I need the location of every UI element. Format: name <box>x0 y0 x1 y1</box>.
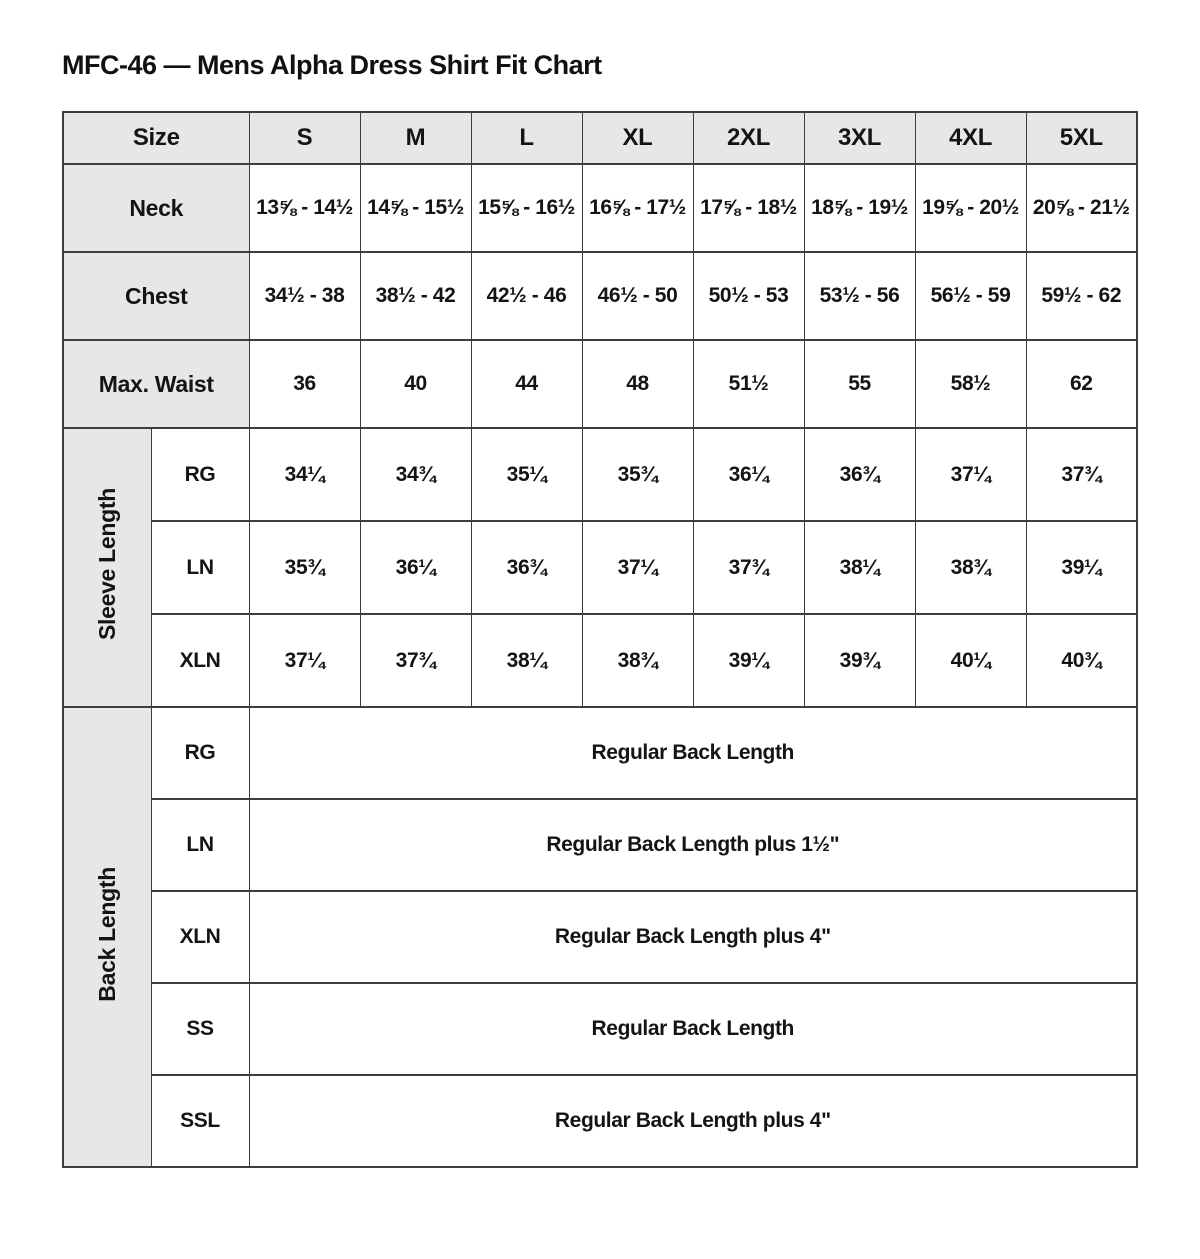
table-cell: 53½ - 56 <box>804 252 915 340</box>
table-cell: 18⅝ - 19½ <box>804 164 915 252</box>
size-header: Size <box>63 112 249 164</box>
table-cell: 36¾ <box>804 428 915 521</box>
section-header-label: Sleeve Length <box>93 488 120 641</box>
table-cell: 20⅝ - 21½ <box>1026 164 1137 252</box>
sleeve-rg-row <box>63 428 1137 521</box>
col-header-s: S <box>249 112 360 164</box>
table-cell: 38¼ <box>804 521 915 614</box>
sub-row-header-ss: SS <box>151 983 249 1075</box>
table-cell: 34½ - 38 <box>249 252 360 340</box>
table-cell: 13⅝ - 14½ <box>249 164 360 252</box>
table-cell: 40¾ <box>1026 614 1137 707</box>
table-cell: 36¼ <box>360 521 471 614</box>
table-cell: 15⅝ - 16½ <box>471 164 582 252</box>
section-header-back-length <box>63 707 151 1167</box>
table-cell: 35¾ <box>249 521 360 614</box>
table-cell: 39¼ <box>1026 521 1137 614</box>
table-cell: 38¼ <box>471 614 582 707</box>
section-header-sleeve-length <box>63 428 151 707</box>
table-cell: 46½ - 50 <box>582 252 693 340</box>
table-cell: 58½ <box>915 340 1026 428</box>
table-cell: 62 <box>1026 340 1137 428</box>
page-title: MFC-46 — Mens Alpha Dress Shirt Fit Chart <box>62 50 602 80</box>
back-length-value: Regular Back Length plus 4" <box>249 891 1137 983</box>
table-cell: 44 <box>471 340 582 428</box>
table-cell: 16⅝ - 17½ <box>582 164 693 252</box>
col-header-5xl: 5XL <box>1026 112 1137 164</box>
table-cell: 38¾ <box>915 521 1026 614</box>
back-ln-row <box>63 799 1137 891</box>
table-cell: 36¾ <box>471 521 582 614</box>
fit-chart-table <box>62 111 1138 1168</box>
table-cell: 39¼ <box>693 614 804 707</box>
table-cell: 38½ - 42 <box>360 252 471 340</box>
row-header-chest: Chest <box>63 252 249 340</box>
back-rg-row <box>63 707 1137 799</box>
table-cell: 37¾ <box>360 614 471 707</box>
col-header-xl: XL <box>582 112 693 164</box>
sub-row-header-ln: LN <box>151 521 249 614</box>
table-cell: 35¼ <box>471 428 582 521</box>
table-cell: 39¾ <box>804 614 915 707</box>
sub-row-header-rg: RG <box>151 428 249 521</box>
table-cell: 37¼ <box>915 428 1026 521</box>
table-cell: 36¼ <box>693 428 804 521</box>
table-cell: 50½ - 53 <box>693 252 804 340</box>
section-header-label: Back Length <box>93 866 120 1002</box>
table-cell: 48 <box>582 340 693 428</box>
table-cell: 40 <box>360 340 471 428</box>
table-cell: 55 <box>804 340 915 428</box>
table-cell: 34¾ <box>360 428 471 521</box>
back-ssl-row <box>63 1075 1137 1167</box>
back-length-value: Regular Back Length <box>249 983 1137 1075</box>
back-length-value: Regular Back Length plus 1½" <box>249 799 1137 891</box>
sub-row-header-xln: XLN <box>151 891 249 983</box>
chest-row <box>63 252 1137 340</box>
sleeve-xln-row <box>63 614 1137 707</box>
neck-row <box>63 164 1137 252</box>
sub-row-header-xln: XLN <box>151 614 249 707</box>
table-cell: 37¾ <box>1026 428 1137 521</box>
back-length-value: Regular Back Length <box>249 707 1137 799</box>
table-cell: 37¼ <box>582 521 693 614</box>
sub-row-header-rg: RG <box>151 707 249 799</box>
sub-row-header-ln: LN <box>151 799 249 891</box>
back-length-value: Regular Back Length plus 4" <box>249 1075 1137 1167</box>
table-cell: 34¼ <box>249 428 360 521</box>
table-cell: 14⅝ - 15½ <box>360 164 471 252</box>
table-cell: 37¼ <box>249 614 360 707</box>
table-cell: 59½ - 62 <box>1026 252 1137 340</box>
col-header-m: M <box>360 112 471 164</box>
size-header-row <box>63 112 1137 164</box>
col-header-2xl: 2XL <box>693 112 804 164</box>
col-header-3xl: 3XL <box>804 112 915 164</box>
back-xln-row <box>63 891 1137 983</box>
table-cell: 56½ - 59 <box>915 252 1026 340</box>
col-header-4xl: 4XL <box>915 112 1026 164</box>
table-cell: 17⅝ - 18½ <box>693 164 804 252</box>
row-header-max-waist: Max. Waist <box>63 340 249 428</box>
sleeve-ln-row <box>63 521 1137 614</box>
table-cell: 40¼ <box>915 614 1026 707</box>
table-cell: 42½ - 46 <box>471 252 582 340</box>
table-cell: 36 <box>249 340 360 428</box>
table-cell: 51½ <box>693 340 804 428</box>
table-cell: 38¾ <box>582 614 693 707</box>
table-cell: 37¾ <box>693 521 804 614</box>
table-cell: 19⅝ - 20½ <box>915 164 1026 252</box>
sub-row-header-ssl: SSL <box>151 1075 249 1167</box>
max-waist-row <box>63 340 1137 428</box>
row-header-neck: Neck <box>63 164 249 252</box>
col-header-l: L <box>471 112 582 164</box>
table-cell: 35¾ <box>582 428 693 521</box>
back-ss-row <box>63 983 1137 1075</box>
